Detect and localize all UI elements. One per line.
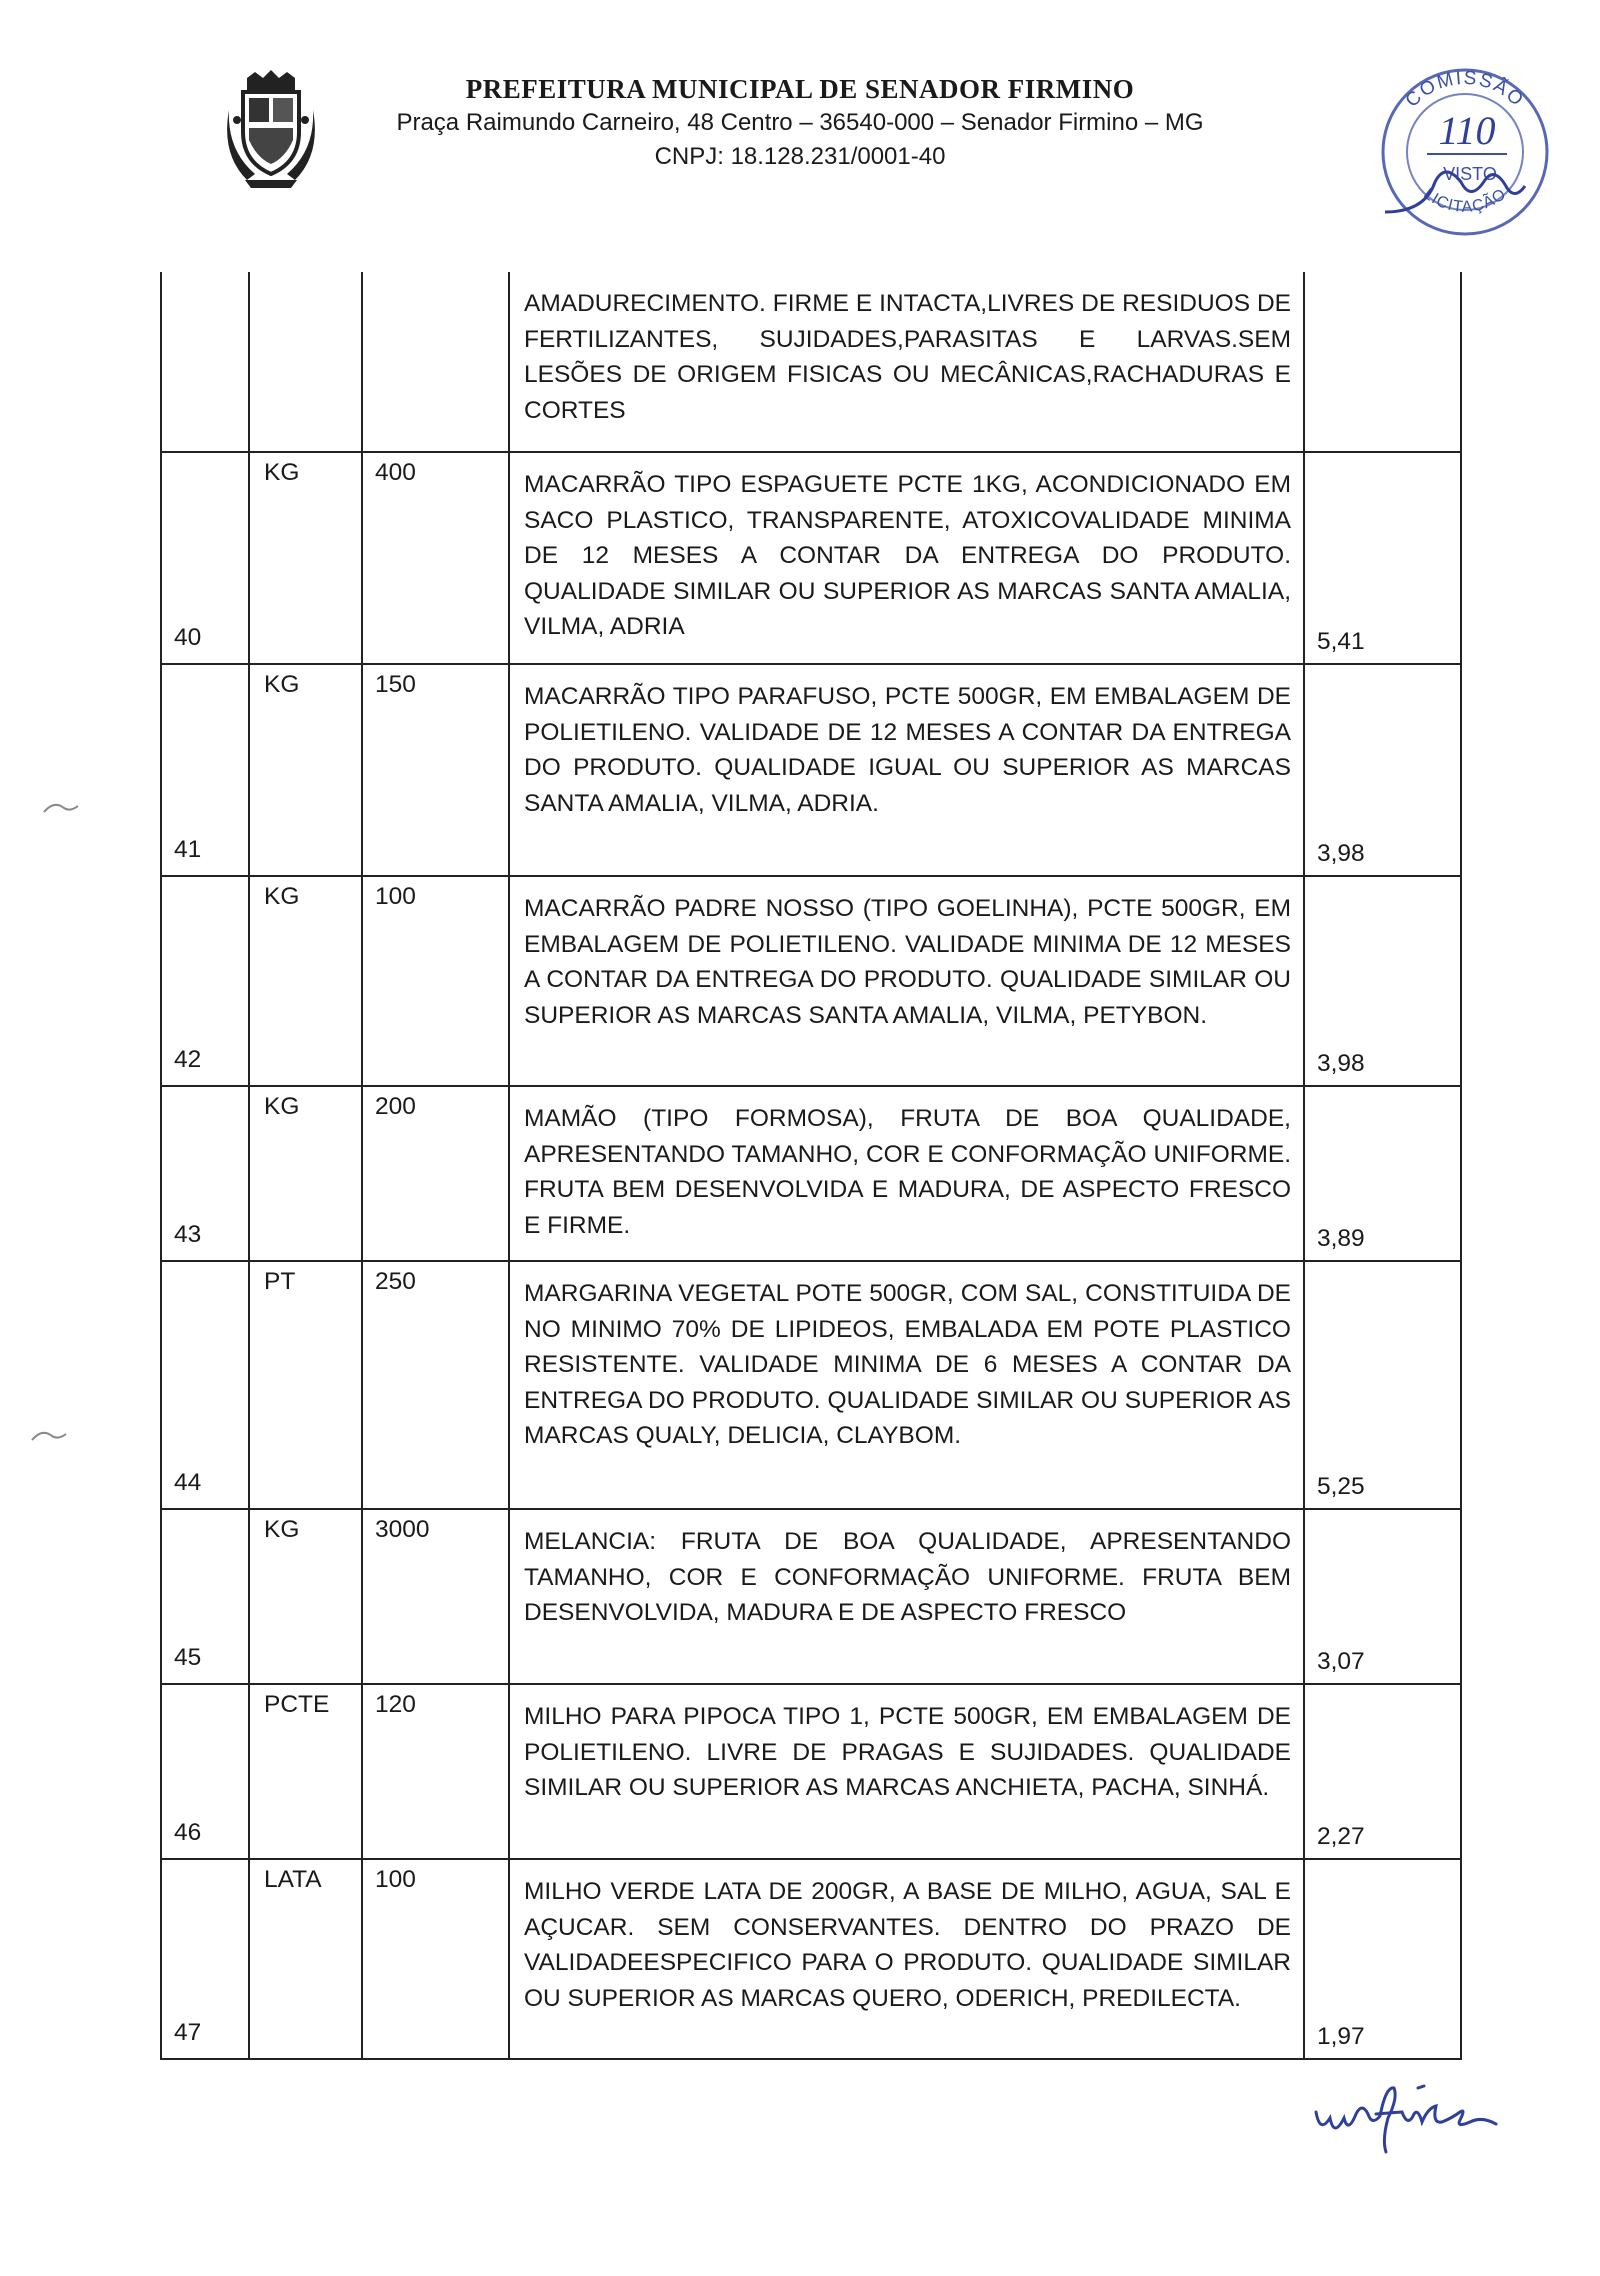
item-price: 3,89 <box>1317 1224 1365 1252</box>
item-number: 42 <box>174 1045 202 1073</box>
item-description: MACARRÃO TIPO ESPAGUETE PCTE 1KG, ACONDICIONADO EM SACO PLASTICO, TRANSPARENTE, ATOXICOVALIDADE MINIMA DE 12 MESES A CONTAR DA ENTREGA DO PRODUTO. QUALIDADE SIMILAR OU SUPERIOR AS MARCAS SANTA AMALIA, VILMA, ADRIA <box>524 471 1291 640</box>
table-row <box>161 664 1461 876</box>
cell-unit <box>249 1684 362 1859</box>
cell-description <box>509 1086 1304 1261</box>
letterhead <box>0 72 1600 174</box>
item-quantity: 100 <box>375 883 416 910</box>
item-quantity: 250 <box>375 1268 416 1295</box>
item-number: 46 <box>174 1818 202 1846</box>
stamp-page-number: 110 <box>1438 108 1496 153</box>
cell-number <box>161 452 249 664</box>
item-description: MILHO PARA PIPOCA TIPO 1, PCTE 500GR, EM EMBALAGEM DE POLIETILENO. LIVRE DE PRAGAS E SUJIDADES. QUALIDADE SIMILAR OU SUPERIOR AS MARCAS ANCHIETA, PACHA, SINHÁ. <box>524 1703 1291 1801</box>
cell-quantity <box>362 272 509 452</box>
cell-quantity <box>362 452 509 664</box>
item-quantity: 120 <box>375 1691 416 1718</box>
table-row <box>161 1086 1461 1261</box>
item-description: AMADURECIMENTO. FIRME E INTACTA,LIVRES DE RESIDUOS DE FERTILIZANTES, SUJIDADES,PARASITAS E LARVAS.SEM LESÕES DE ORIGEM FISICAS OU MECÂNICAS,RACHADURAS E CORTES <box>524 290 1291 424</box>
table-row <box>161 1684 1461 1859</box>
item-unit: PT <box>264 1268 296 1295</box>
item-unit: KG <box>264 1516 300 1543</box>
org-cnpj: CNPJ: 18.128.231/0001-40 <box>654 143 946 170</box>
cell-unit <box>249 1261 362 1509</box>
cell-price <box>1304 664 1461 876</box>
item-number: 45 <box>174 1643 202 1671</box>
item-number: 41 <box>174 835 202 863</box>
item-description: MELANCIA: FRUTA DE BOA QUALIDADE, APRESENTANDO TAMANHO, COR E CONFORMAÇÃO UNIFORME. FRUTA BEM DESENVOLVIDA, MADURA E DE ASPECTO FRESCO <box>524 1528 1291 1626</box>
cell-unit <box>249 1086 362 1261</box>
item-description: MACARRÃO PADRE NOSSO (TIPO GOELINHA), PCTE 500GR, EM EMBALAGEM DE POLIETILENO. VALIDADE MINIMA DE 12 MESES A CONTAR DA ENTREGA DO PRODUTO. QUALIDADE SIMILAR OU SUPERIOR AS MARCAS SANTA AMALIA, VILMA, PETYBON. <box>524 895 1291 1029</box>
item-unit: PCTE <box>264 1691 330 1718</box>
margin-mark-icon <box>42 800 82 814</box>
cell-unit <box>249 876 362 1086</box>
item-description: MARGARINA VEGETAL POTE 500GR, COM SAL, CONSTITUIDA DE NO MINIMO 70% DE LIPIDEOS, EMBALADA EM POTE PLASTICO RESISTENTE. VALIDADE MINIMA DE 6 MESES A CONTAR DA ENTREGA DO PRODUTO. QUALIDADE SIMILAR OU SUPERIOR AS MARCAS QUALY, DELICIA, CLAYBOM. <box>524 1280 1291 1449</box>
item-number: 40 <box>174 623 202 651</box>
item-quantity: 150 <box>375 671 416 698</box>
cell-description <box>509 1684 1304 1859</box>
item-price: 1,97 <box>1317 2022 1365 2050</box>
item-number: 47 <box>174 2018 202 2046</box>
item-price: 3,98 <box>1317 1049 1365 1077</box>
table-row <box>161 1859 1461 2059</box>
cell-unit <box>249 1859 362 2059</box>
cell-quantity <box>362 1684 509 1859</box>
cell-number <box>161 1509 249 1684</box>
continuation-row <box>161 272 1461 452</box>
item-quantity: 200 <box>375 1093 416 1120</box>
item-quantity: 100 <box>375 1866 416 1893</box>
item-unit: KG <box>264 883 300 910</box>
item-number: 44 <box>174 1468 202 1496</box>
item-price: 3,98 <box>1317 839 1365 867</box>
stamp-top-text: COMISSÃO <box>1401 67 1529 112</box>
item-price: 5,25 <box>1317 1472 1365 1500</box>
item-description: MACARRÃO TIPO PARAFUSO, PCTE 500GR, EM EMBALAGEM DE POLIETILENO. VALIDADE DE 12 MESES A CONTAR DA ENTREGA DO PRODUTO. QUALIDADE IGUAL OU SUPERIOR AS MARCAS SANTA AMALIA, VILMA, ADRIA. <box>524 683 1291 817</box>
item-unit: KG <box>264 1093 300 1120</box>
item-price: 5,41 <box>1317 627 1365 655</box>
item-unit: LATA <box>264 1866 322 1893</box>
cell-quantity <box>362 664 509 876</box>
item-description: MILHO VERDE LATA DE 200GR, A BASE DE MILHO, AGUA, SAL E AÇUCAR. SEM CONSERVANTES. DENTRO DO PRAZO DE VALIDADEESPECIFICO PARA O PRODUTO. QUALIDADE SIMILAR OU SUPERIOR AS MARCAS QUERO, ODERICH, PREDILECTA. <box>524 1878 1291 2012</box>
cell-unit <box>249 272 362 452</box>
cell-price <box>1304 1859 1461 2059</box>
svg-text:COMISSÃO <box>1402 68 1529 112</box>
table-row <box>161 1509 1461 1684</box>
org-address: Praça Raimundo Carneiro, 48 Centro – 36540-000 – Senador Firmino – MG <box>396 109 1204 136</box>
cell-number <box>161 876 249 1086</box>
table-row <box>161 876 1461 1086</box>
cell-price <box>1304 1086 1461 1261</box>
cell-number <box>161 1684 249 1859</box>
cell-price <box>1304 1509 1461 1684</box>
cell-unit <box>249 1509 362 1684</box>
cell-description <box>509 272 1304 452</box>
stamp-bottom-text: LICITAÇÃO <box>1420 185 1510 216</box>
commission-stamp <box>1375 62 1555 242</box>
cell-description <box>509 664 1304 876</box>
cell-number <box>161 664 249 876</box>
item-unit: KG <box>264 459 300 486</box>
cell-number <box>161 1261 249 1509</box>
cell-price <box>1304 1261 1461 1509</box>
cell-description <box>509 1261 1304 1509</box>
item-quantity: 3000 <box>375 1516 430 1543</box>
table-row <box>161 1261 1461 1509</box>
item-unit: KG <box>264 671 300 698</box>
cell-unit <box>249 664 362 876</box>
stamp-visto: VISTO <box>1443 164 1497 184</box>
items-table <box>160 272 1462 2060</box>
cell-quantity <box>362 1086 509 1261</box>
cell-number <box>161 272 249 452</box>
cell-quantity <box>362 876 509 1086</box>
cell-quantity <box>362 1859 509 2059</box>
item-price: 2,27 <box>1317 1822 1365 1850</box>
item-number: 43 <box>174 1220 202 1248</box>
org-name: PREFEITURA MUNICIPAL DE SENADOR FIRMINO <box>465 74 1135 104</box>
cell-quantity <box>362 1509 509 1684</box>
cell-price <box>1304 876 1461 1086</box>
cell-price <box>1304 452 1461 664</box>
cell-number <box>161 1859 249 2059</box>
table-row <box>161 452 1461 664</box>
cell-price <box>1304 1684 1461 1859</box>
cell-description <box>509 1859 1304 2059</box>
cell-description <box>509 1509 1304 1684</box>
cell-price <box>1304 272 1461 452</box>
margin-mark-icon <box>30 1428 70 1442</box>
cell-number <box>161 1086 249 1261</box>
cell-unit <box>249 452 362 664</box>
item-description: MAMÃO (TIPO FORMOSA), FRUTA DE BOA QUALIDADE, APRESENTANDO TAMANHO, COR E CONFORMAÇÃO UNIFORME. FRUTA BEM DESENVOLVIDA E MADURA, DE ASPECTO FRESCO E FIRME. <box>524 1105 1291 1239</box>
item-price: 3,07 <box>1317 1647 1365 1675</box>
cell-quantity <box>362 1261 509 1509</box>
handwritten-signature <box>1310 2078 1510 2158</box>
cell-description <box>509 876 1304 1086</box>
item-quantity: 400 <box>375 459 416 486</box>
cell-description <box>509 452 1304 664</box>
